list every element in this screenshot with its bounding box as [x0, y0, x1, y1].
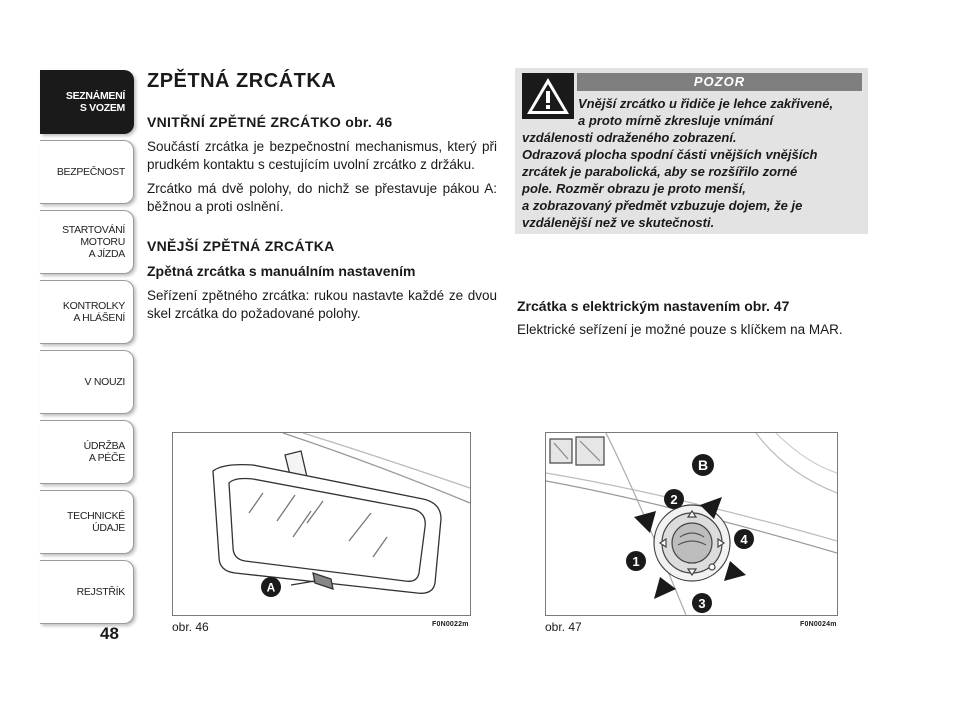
tab-rejstrik[interactable]: REJSTŘÍK [40, 560, 134, 624]
warning-text [522, 95, 862, 231]
section-heading-outer-mirrors: VNĚJŠÍ ZPĚTNÁ ZRCÁTKA [147, 238, 335, 254]
warning-line: Odrazová plocha spodní části vnějších vnějších [522, 147, 818, 162]
warning-line: pole. Rozměr obrazu je proto menší, [522, 181, 746, 196]
subheading-manual-mirrors: Zpětná zrcátka s manuálním nastavením [147, 263, 416, 279]
figure-46-inner-mirror [172, 432, 471, 616]
warning-box [515, 68, 868, 234]
tab-kontrolky[interactable]: KONTROLKY A HLÁŠENÍ [40, 280, 134, 344]
warning-title: POZOR [577, 73, 862, 91]
page-title: ZPĚTNÁ ZRCÁTKA [147, 70, 337, 92]
warning-line: zrcátek je parabolická, aby se rozšířilo zorné [522, 164, 798, 179]
warning-line: a zobrazovaný předmět vzbuzuje dojem, že je [522, 198, 803, 213]
page-number: 48 [100, 624, 119, 643]
callout-b-label: B [697, 457, 709, 473]
tab-technicke-udaje[interactable]: TECHNICKÉ ÚDAJE [40, 490, 134, 554]
callout-1-label: 1 [632, 554, 640, 569]
callout-3-label: 3 [698, 596, 706, 611]
figure-47-code: F0N0024m [800, 621, 837, 628]
tab-v-nouzi[interactable]: V NOUZI [40, 350, 134, 414]
tab-seznameni-s-vozem[interactable]: SEZNÁMENÍ S VOZEM [40, 70, 134, 134]
section-heading-inner-mirror: VNITŘNÍ ZPĚTNÉ ZRCÁTKO obr. 46 [147, 114, 393, 130]
figure-47-caption: obr. 47 [545, 620, 582, 634]
heading-electric-mirrors: Zrcátka s elektrickým nastavením obr. 47 [517, 298, 790, 314]
tab-bezpecnost[interactable]: BEZPEČNOST [40, 140, 134, 204]
figure-47-electric-control [545, 432, 838, 616]
warning-line: Vnější zrcátko u řidiče je lehce zakřivené, [578, 96, 834, 111]
callout-4-label: 4 [740, 532, 748, 547]
warning-line: vzdálenější než ve skutečnosti. [522, 215, 715, 230]
electric-mirror-switch-illustration [546, 433, 837, 615]
figure-46-code: F0N0022m [432, 621, 469, 628]
paragraph-electric-adjust: Elektrické seřízení je možné pouze s klíčkem na MAR. [517, 322, 843, 337]
callout-2-label: 2 [670, 492, 678, 507]
paragraph-manual-adjust: Seřízení zpětného zrcátka: rukou nastavte každé ze dvou skel zrcátka do požadované polohy. [147, 288, 497, 321]
warning-line: vzdálenosti odraženého zobrazení. [522, 130, 737, 145]
tab-udrzba-a-pece[interactable]: ÚDRŽBA A PÉČE [40, 420, 134, 484]
callout-a-label: A [266, 580, 276, 595]
paragraph-safety-mechanism: Součástí zrcátka je bezpečnostní mechanismus, který při prudkém kontaktu s cestujícím uvolní zrcátko z držáku. [147, 139, 497, 172]
paragraph-mirror-positions: Zrcátko má dvě polohy, do nichž se přestavuje pákou A: běžnou a proti oslnění. [147, 181, 497, 214]
warning-line: a proto mírně zkresluje vnímání [578, 113, 774, 128]
rear-view-mirror-illustration [173, 433, 470, 615]
tab-startovani-motoru[interactable]: STARTOVÁNÍ MOTORU A JÍZDA [40, 210, 134, 274]
figure-46-caption: obr. 46 [172, 620, 209, 634]
